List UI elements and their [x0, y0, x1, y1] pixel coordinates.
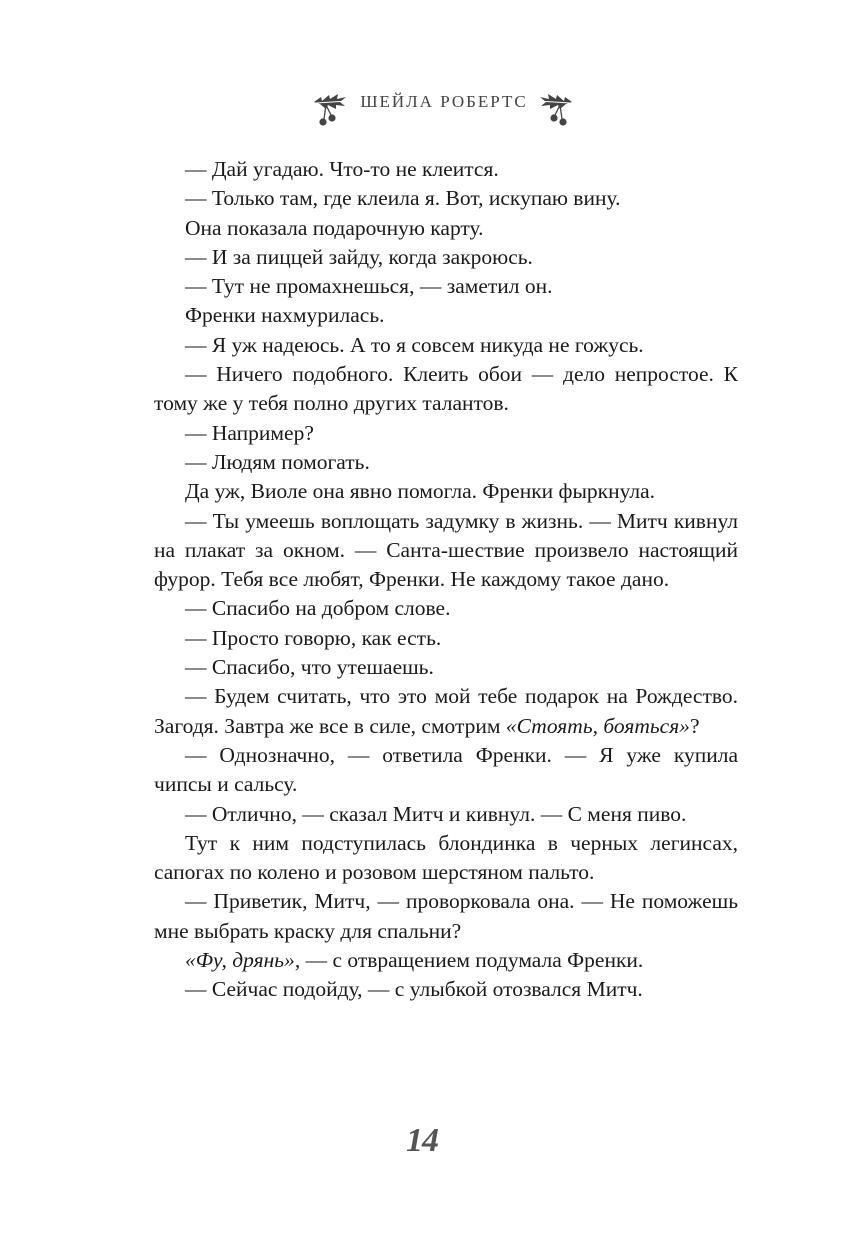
- running-head-author: ШЕЙЛА РОБЕРТС: [360, 92, 528, 111]
- holly-branch-icon: [312, 82, 352, 132]
- paragraph: — Однозначно, — ответила Френки. — Я уже купила чипсы и сальсу.: [154, 742, 738, 797]
- paragraph: Френки нахмурилась.: [185, 303, 385, 328]
- paragraph: — Сейчас подойду, — с улыбкой отозвался Митч.: [185, 977, 643, 1002]
- body-text: [154, 155, 738, 1005]
- paragraph: «Фу, дрянь», — с отвращением подумала Френки.: [185, 948, 644, 973]
- paragraph: — Только там, где клеила я. Вот, искупаю вину.: [185, 186, 621, 211]
- paragraph: — Спасибо на добром слове.: [185, 596, 451, 621]
- running-header: [0, 82, 844, 132]
- paragraph: Да уж, Виоле она явно помогла. Френки фыркнула.: [185, 479, 656, 504]
- paragraph: — Будем считать, что это мой тебе подарок на Рождество. Загодя. Завтра же все в силе, смотрим «Стоять, бояться»?: [154, 684, 738, 738]
- paragraph: — Приветик, Митч, — проворковала она. — Не поможешь мне выбрать краску для спальни?: [154, 889, 738, 943]
- page-number: 14: [406, 1122, 438, 1159]
- paragraph: — И за пиццей зайду, когда закроюсь.: [185, 244, 533, 269]
- paragraph: — Ничего подобного. Клеить обои — дело непростое. К тому же у тебя полно других талантов.: [154, 362, 738, 416]
- paragraph: — Ты умеешь воплощать задумку в жизнь. — Митч кивнул на плакат за окном. — Санта-шествие произвело настоящий фурор. Тебя все любят, Френки. Не каждому такое дано.: [154, 508, 738, 592]
- paragraph: — Тут не промахнешься, — заметил он.: [185, 274, 553, 299]
- paragraph: — Отлично, — сказал Митч и кивнул. — С меня пиво.: [185, 801, 687, 826]
- paragraph: Она показала подарочную карту.: [185, 215, 484, 240]
- holly-branch-icon: [534, 82, 574, 132]
- paragraph: — Например?: [185, 420, 314, 445]
- paragraph: — Я уж надеюсь. А то я совсем никуда не гожусь.: [185, 332, 644, 357]
- paragraph: — Дай угадаю. Что-то не клеится.: [185, 157, 499, 181]
- paragraph: — Просто говорю, как есть.: [185, 625, 442, 650]
- paragraph: — Спасибо, что утешаешь.: [185, 655, 434, 680]
- inner-thought: «Фу, дрянь»: [185, 948, 295, 973]
- paragraph: Тут к ним подступилась блондинка в черных легинсах, сапогах по колено и розовом шерстяном пальто.: [154, 830, 738, 885]
- film-title: «Стоять, бояться»: [505, 713, 690, 738]
- paragraph: — Людям помогать.: [185, 449, 370, 474]
